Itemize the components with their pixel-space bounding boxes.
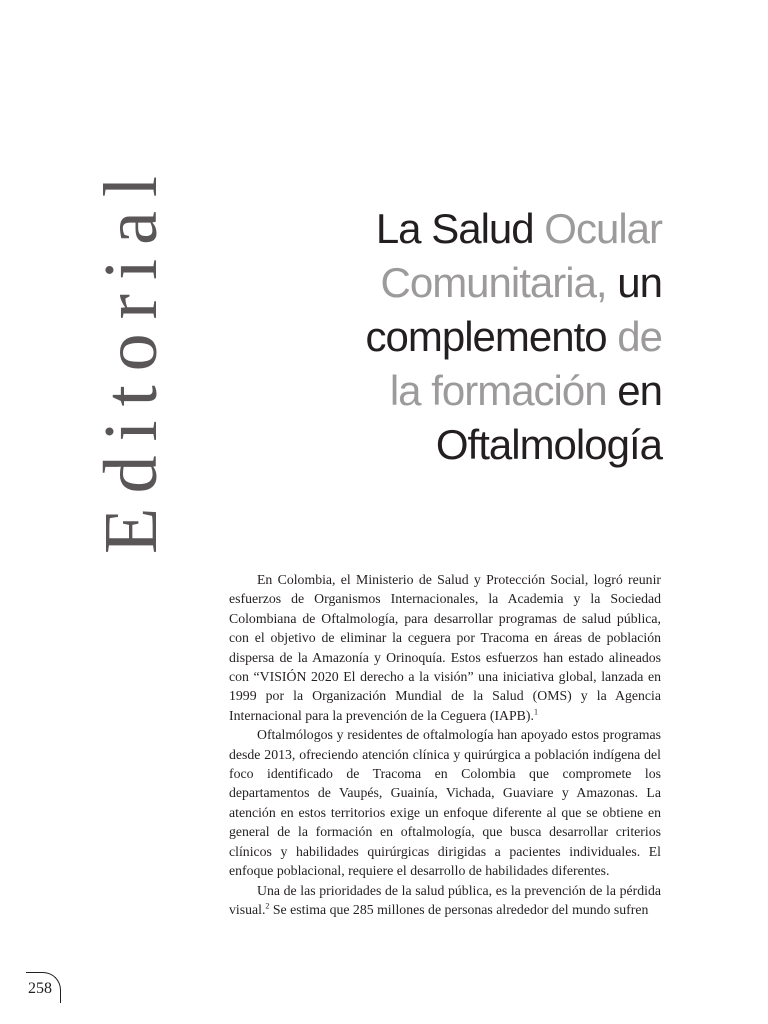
title-line5-dark: Oftalmología bbox=[435, 421, 662, 468]
paragraph-2 bbox=[229, 725, 661, 880]
title-line2-light: Comunitaria, bbox=[380, 259, 607, 306]
footnote-ref-2: 2 bbox=[265, 901, 270, 911]
paragraph-2-text: Oftalmólogos y residentes de oftalmología han apoyado estos programas desde 2013, ofreciendo atención clínica y quirúrgica a población indígena del foco identificado de Tracoma en Colombia que compromete los departamentos de Vaupés, Guainía, Vichada, Guaviare y Amazonas. La atención en estos territorios exige un enfoque diferente al que se obtiene en general de la formación en oftalmología, que busca desarrollar criterios clínicos y habilidades quirúrgicas dirigidas a pacientes individuales. El enfoque poblacional, requiere el desarrollo de habilidades diferentes. bbox=[229, 727, 661, 879]
paragraph-1-text: En Colombia, el Ministerio de Salud y Protección Social, logró reunir esfuerzos de Organismos Internacionales, la Academia y la Sociedad Colombiana de Oftalmología, para desarrollar programas de salud pública, con el objetivo de eliminar la ceguera por Tracoma en áreas de población dispersa de la Amazonía y Orinoquía. Estos esfuerzos han estado alineados con “VISIÓN 2020 El derecho a la visión” una iniciativa global, lanzada en 1999 por la Organización Mundial de la Salud (OMS) y la Agencia Internacional para la prevención de la Ceguera (IAPB). bbox=[229, 572, 661, 723]
paragraph-3 bbox=[229, 881, 661, 920]
paragraph-1 bbox=[229, 570, 661, 725]
paragraph-3-text-after: Se estima que 285 millones de personas alrededor del mundo sufren bbox=[269, 901, 649, 917]
title-line2-dark: un bbox=[617, 259, 662, 306]
page-number bbox=[28, 980, 52, 998]
title-line1-dark: La Salud bbox=[375, 205, 534, 252]
title-line1-light: Ocular bbox=[544, 205, 662, 252]
title-line3-light: de bbox=[617, 313, 662, 360]
article-title bbox=[242, 202, 662, 472]
footnote-ref-1: 1 bbox=[533, 707, 538, 717]
article-body bbox=[229, 570, 661, 919]
page-number-text: 258 bbox=[28, 980, 52, 997]
paragraph-3-text-before: Una de las prioridades de la salud pública, es la prevención de la pérdida visual. bbox=[229, 882, 661, 917]
title-line3-dark: complemento bbox=[365, 313, 607, 360]
title-line4-dark: en bbox=[617, 367, 662, 414]
section-label bbox=[89, 138, 173, 578]
page-number-arc bbox=[26, 972, 61, 1003]
title-line4-light: la formación bbox=[389, 367, 607, 414]
section-label-text: Editorial bbox=[89, 162, 173, 554]
